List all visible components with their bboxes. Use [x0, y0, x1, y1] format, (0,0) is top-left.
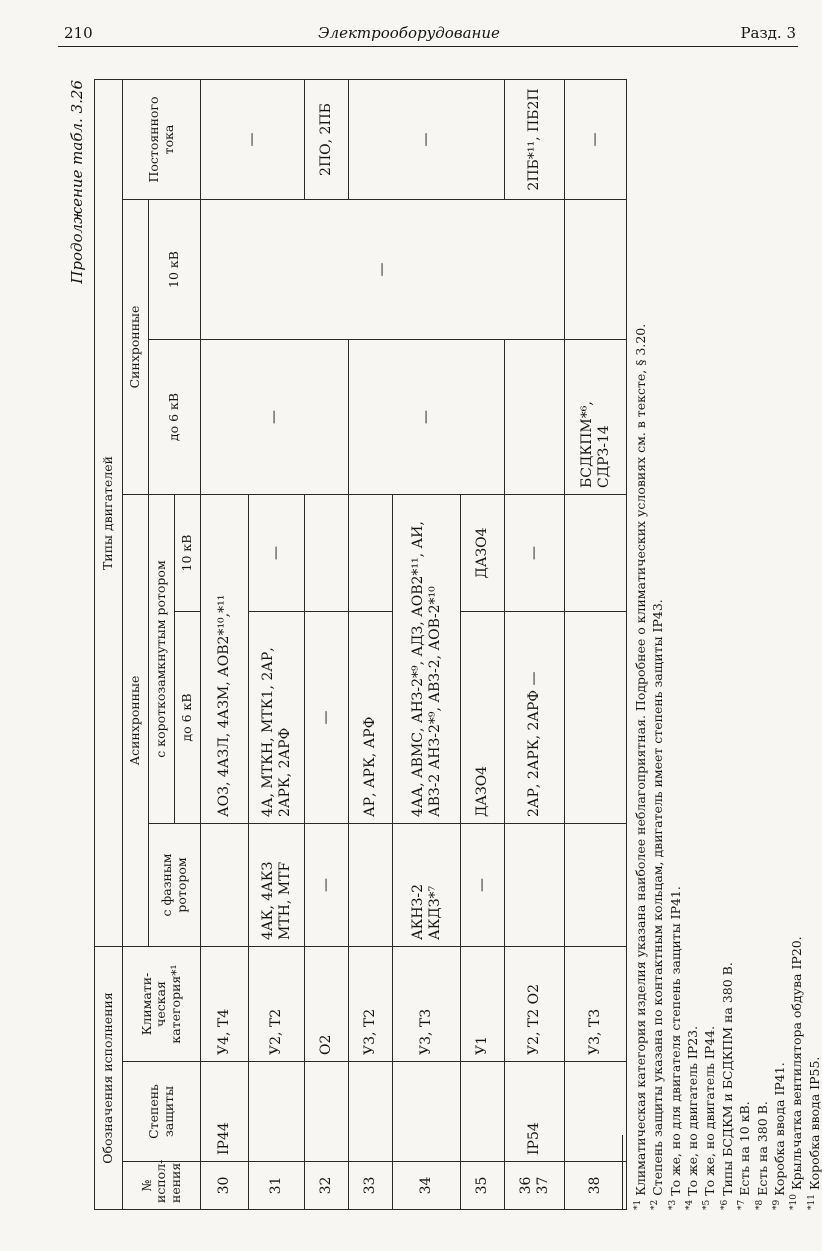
- footnote: [805, 80, 822, 1210]
- footnote: [787, 80, 804, 1210]
- footnote: [735, 80, 752, 1210]
- cell-climate: У3, Т3: [393, 947, 461, 1062]
- footnote-mark: *10: [789, 1194, 800, 1210]
- header-sq-10kv: 10 кВ: [175, 495, 201, 612]
- footnote-text: Степень защиты указана по контактным кольцам, двигатель имеет степень защиты IP43.: [650, 599, 666, 1196]
- footnote-mark: *8: [754, 1199, 765, 1210]
- header-dc: Постоянного тока: [123, 79, 201, 199]
- cell-climate: У2, Т2 О2: [505, 947, 565, 1062]
- header-async: Асинхронные: [123, 495, 149, 947]
- footnote: [770, 80, 787, 1210]
- cell-num: 35: [461, 1162, 505, 1210]
- running-title: Электрооборудование: [318, 24, 500, 42]
- footnote-text: Типы БСДКМ и БСДКПМ на 380 В.: [719, 962, 735, 1196]
- header-motor-types: Типы двигателей: [95, 79, 123, 946]
- cell-protection: [393, 1062, 461, 1162]
- cell-phase-rotor: —: [305, 824, 349, 947]
- cell-num: 31: [249, 1162, 305, 1210]
- cell-num: 38: [565, 1162, 627, 1210]
- cell-phase-rotor: —: [461, 824, 505, 947]
- cell-protection: IP54: [505, 1062, 565, 1162]
- cell-squirrel-10kv: [565, 495, 627, 612]
- header-phase-rotor: с фазным ротором: [149, 824, 201, 947]
- cell-phase-rotor: [505, 824, 565, 947]
- footnote-mark: *7: [737, 1199, 748, 1210]
- cell-dc: 2ПО, 2ПБ: [305, 79, 349, 199]
- cell-phase-rotor: 4АК, 4АКЗ МТН, МТF: [249, 824, 305, 947]
- cell-phase-rotor: [201, 824, 249, 947]
- cell-climate: У1: [461, 947, 505, 1062]
- cell-protection: [565, 1062, 627, 1162]
- cell-sync-6kv: [505, 340, 565, 495]
- cell-squirrel-6kv: 2АР, 2АРК, 2АРФ —: [505, 612, 565, 824]
- cell-num: 32: [305, 1162, 349, 1210]
- cell-sync-6kv: —: [349, 340, 505, 495]
- cell-dc: —: [349, 79, 505, 199]
- footnote-text: Крыльчатка вентилятора обдува IP20.: [789, 936, 805, 1191]
- cell-squirrel-10kv: —: [505, 495, 565, 612]
- header-designation: Обозначения исполнения: [95, 947, 123, 1210]
- cell-phase-rotor: [565, 824, 627, 947]
- cell-climate: У2, Т2: [249, 947, 305, 1062]
- cell-squirrel-6kv: [565, 612, 627, 824]
- cell-sync-6kv: —: [201, 340, 349, 495]
- cell-protection: [249, 1062, 305, 1162]
- cell-squirrel-6kv: 4АА, АВМС, АНЗ-2*⁹, АДЗ, АОВ2*¹¹, АИ, АВЗ-2 АНЗ-2*⁹, АВЗ-2, АОВ-2*¹⁰: [393, 495, 461, 824]
- cell-num: 33: [349, 1162, 393, 1210]
- footnote: [648, 80, 665, 1210]
- cell-protection: IP44: [201, 1062, 249, 1162]
- table-row: [565, 79, 627, 1209]
- footnote-text: То же, но двигатель IP44.: [702, 1025, 718, 1196]
- header-squirrel-cage: с короткозамкнутым ротором: [149, 495, 175, 824]
- continuation-caption: Продолжение табл. 3.26: [68, 80, 86, 284]
- cell-sync-10kv: [565, 200, 627, 340]
- cell-squirrel-10kv: [305, 495, 349, 612]
- cell-climate: У4, Т4: [201, 947, 249, 1062]
- header-rule: [58, 46, 798, 47]
- cell-climate: У3, Т2: [349, 947, 393, 1062]
- page-number: 210: [64, 24, 93, 42]
- motor-types-table: [94, 79, 627, 1210]
- cell-num: 30: [201, 1162, 249, 1210]
- footnote-text: То же, но двигатель IP23.: [685, 1025, 701, 1196]
- header-sync-10kv: 10 кВ: [149, 200, 201, 340]
- cell-num: 34: [393, 1162, 461, 1210]
- cell-sync-10kv: —: [201, 200, 565, 340]
- section-label: Разд. 3: [740, 24, 796, 42]
- rotated-table-page: [62, 80, 822, 1210]
- cell-squirrel-6kv: АР, АРК, АРФ: [349, 612, 393, 824]
- header-sq-6kv: до 6 кВ: [175, 612, 201, 824]
- footnote-mark: *9: [771, 1199, 782, 1210]
- cell-phase-rotor: [349, 824, 393, 947]
- header-sync: Синхронные: [123, 200, 149, 495]
- cell-dc: —: [201, 79, 305, 199]
- footnote-mark: *11: [806, 1194, 817, 1210]
- cell-squirrel-6kv: ДАЗО4: [461, 612, 505, 824]
- footnote-text: То же, но для двигателя степень защиты IP41.: [667, 886, 683, 1196]
- footnote: [718, 80, 735, 1210]
- footnote-mark: *6: [719, 1199, 730, 1210]
- cell-protection: [349, 1062, 393, 1162]
- footnote: [683, 80, 700, 1210]
- header-protection: Степень защиты: [123, 1062, 201, 1162]
- cell-protection: [305, 1062, 349, 1162]
- footnote-text: Коробка ввода IP55.: [806, 1056, 822, 1191]
- cell-dc: —: [565, 79, 627, 199]
- cell-num: 36 37: [505, 1162, 565, 1210]
- cell-squirrel-10kv: [349, 495, 393, 612]
- cell-climate: У3, Т3: [565, 947, 627, 1062]
- cell-sync-6kv: БСДКПМ*⁶, СДРЗ-14: [565, 340, 627, 495]
- cell-squirrel-6kv: 4А, МТКН, МТК1, 2АР, 2АРК, 2АРФ: [249, 612, 305, 824]
- footnote-mark: *5: [702, 1199, 713, 1210]
- cell-squirrel-10kv: —: [249, 495, 305, 612]
- table-row: [201, 79, 249, 1209]
- footnote-mark: *4: [685, 1199, 696, 1210]
- footnote: [753, 80, 770, 1210]
- cell-climate: О2: [305, 947, 349, 1062]
- footnote-rule: [622, 1135, 623, 1210]
- cell-phase-rotor: АКНЗ-2 АКДЗ*⁷: [393, 824, 461, 947]
- header-num: № испол-нения: [123, 1162, 201, 1210]
- header-sync-6kv: до 6 кВ: [149, 340, 201, 495]
- footnote-mark: *3: [667, 1199, 678, 1210]
- header-climate: Климати-ческая категория*¹: [123, 947, 201, 1062]
- cell-squirrel-10kv: ДАЗО4: [461, 495, 505, 612]
- footnote: [700, 80, 717, 1210]
- footnote-text: Климатическая категория изделия указана наиболее неблагоприятная. Подробнее о климатических условиях см. в тексте, § 3.20.: [633, 323, 649, 1196]
- footnote-text: Есть на 380 В.: [754, 1101, 770, 1196]
- footnote-text: Коробка ввода IP41.: [772, 1062, 788, 1196]
- footnote: [631, 80, 648, 1210]
- cell-squirrel-6kv: —: [305, 612, 349, 824]
- cell-dc: 2ПБ*¹¹, ПБ2П: [505, 79, 565, 199]
- footnote: [666, 80, 683, 1210]
- footnotes: [622, 80, 822, 1210]
- footnote-text: Есть на 10 кВ.: [737, 1101, 753, 1196]
- cell-squirrel-6kv: АО3, 4АЗЛ, 4АЗМ, АОВ2*¹⁰,*¹¹: [201, 495, 249, 824]
- footnote-mark: *1: [633, 1199, 643, 1210]
- footnote-mark: *2: [650, 1199, 661, 1210]
- cell-protection: [461, 1062, 505, 1162]
